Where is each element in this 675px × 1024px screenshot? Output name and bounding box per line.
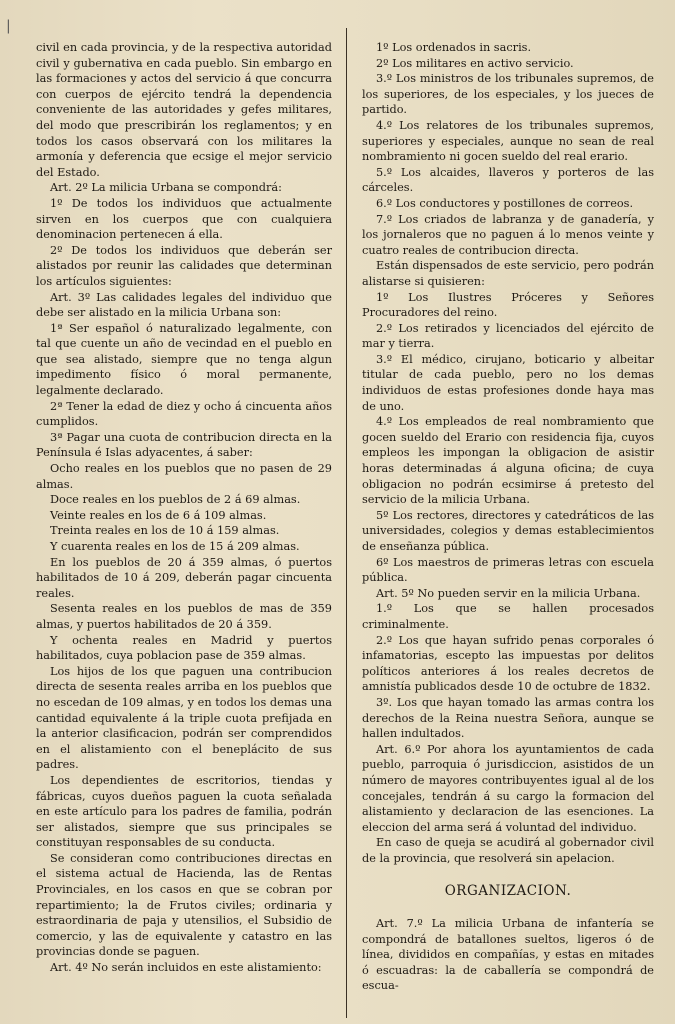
left-column: [36, 40, 332, 976]
article-6-heading: Art. 6.º Por ahora los ayuntamientos de cada pueblo, parroquia ó jurisdiccion, asistidos de un número de mayores contribuyentes igual al de los concejales, tendrán á su cargo la formacion del alistamiento y declaracion de las esenciones. La eleccion del arma será á voluntad del individuo.: [362, 742, 654, 834]
paragraph: civil en cada provincia, y de la respectiva autoridad civil y gubernativa en cada pueblo. Sin embargo en las formaciones y actos del servicio á que concurra con cuerpos de ejército tendrá la dependencia conveniente de las autoridades y gefes militares, del modo que prescribirán los reglamentos; y en todos los casos observará con los militares la armonía y deferencia que ecsige el mejor servicio del Estado.: [36, 41, 332, 179]
paragraph: 2.º Los retirados y licenciados del ejército de mar y tierra.: [362, 321, 654, 351]
paragraph: Sesenta reales en los pueblos de mas de 359 almas, y puertos habilitados de 20 á 359.: [36, 602, 332, 631]
article-2-heading: Art. 2º La milicia Urbana se compondrá:: [50, 181, 282, 195]
paragraph: 6.º Los conductores y postillones de correos.: [376, 196, 634, 210]
paragraph: 1ª Ser español ó naturalizado legalmente, con tal que cuente un año de vecindad en el pueblo en que sea alistado, siempre que no tenga algun impedimento físico ó moral permanente, legalmente declarado.: [36, 321, 332, 398]
paragraph: En caso de queja se acudirá al gobernador civil de la provincia, que resolverá sin apelacion.: [362, 836, 654, 865]
paragraph: 1º Los Ilustres Próceres y Señores Procuradores del reino.: [362, 290, 654, 320]
paragraph: Y ochenta reales en Madrid y puertos habilitados, cuya poblacion pase de 359 almas.: [36, 633, 332, 663]
paragraph: En los pueblos de 20 á 359 almas, ó puertos habilitados de 10 á 209, deberán pagar cincuenta reales.: [36, 555, 332, 600]
column-divider: [346, 28, 347, 1018]
paragraph: Están dispensados de este servicio, pero podrán alistarse si quisieren:: [362, 259, 654, 288]
article-4-heading: Art. 4º No serán incluidos en este alistamiento:: [50, 961, 322, 975]
paragraph: Treinta reales en los de 10 á 159 almas.: [50, 524, 280, 538]
paragraph: Y cuarenta reales en los de 15 á 209 almas.: [50, 540, 300, 553]
paragraph: 1.º Los que se hallen procesados criminalmente.: [362, 602, 654, 631]
article-7-heading: Art. 7.º La milicia Urbana de infantería se compondrá de batallones sueltos, ligeros ó de línea, divididos en compañías, y estas en mitades ó escuadras: la de caballería se compondrá de escua-: [362, 917, 654, 993]
paragraph: 5.º Los alcaides, llaveros y porteros de las cárceles.: [362, 165, 654, 195]
paragraph: 1º De todos los individuos que actualmente sirven en los cuerpos que con cualquiera denominacion pertenecen á ella.: [36, 196, 332, 242]
paragraph: 5º Los rectores, directores y catedráticos de las universidades, colegios y demas establecimientos de enseñanza pública.: [362, 508, 654, 553]
paragraph: 2.º Los que hayan sufrido penas corporales ó infamatorias, escepto las impuestas por delitos políticos anteriores á los reales decretos de amnistía publicados desde 10 de octubre de 1832.: [362, 633, 654, 694]
paragraph: Los hijos de los que paguen una contribucion directa de sesenta reales arriba en los pueblos que no escedan de 109 almas, y en todos los demas una cantidad equivalente á la triple cuota prefijada en la anterior clasificacion, podrán ser comprendidos en el alistamiento con el beneplácito de sus padres.: [36, 664, 332, 772]
paragraph: 2º De todos los individuos que deberán ser alistados por reunir las calidades que determinan los artículos siguientes:: [36, 243, 332, 288]
edge-mark: |: [6, 18, 11, 34]
article-3-heading: Art. 3º Las calidades legales del individuo que debe ser alistado en la milicia Urbana son:: [36, 290, 332, 320]
paragraph: 4.º Los relatores de los tribunales supremos, superiores y especiales, aunque no sean de real nombramiento ni gocen sueldo del real erario.: [362, 118, 654, 164]
paragraph: 3.º Los ministros de los tribunales supremos, de los superiores, de los especiales, y los jueces de partido.: [362, 72, 654, 117]
paragraph: 6º Los maestros de primeras letras con escuela pública.: [362, 555, 654, 585]
paragraph: 3ª Pagar una cuota de contribucion directa en la Península é Islas adyacentes, á saber:: [36, 430, 332, 460]
paragraph: 2º Los militares en activo servicio.: [376, 56, 574, 70]
paragraph: 7.º Los criados de labranza y de ganadería, y los jornaleros que no paguen á lo menos veinte y cuatro reales de contribucion directa.: [362, 212, 654, 257]
article-5-heading: Art. 5º No pueden servir en la milicia Urbana.: [376, 586, 641, 600]
paragraph: Ocho reales en los pueblos que no pasen de 29 almas.: [36, 462, 332, 491]
paragraph: Veinte reales en los de 6 á 109 almas.: [50, 508, 267, 522]
paragraph: Se consideran como contribuciones directas en el sistema actual de Hacienda, las de Rentas Provinciales, en los casos en que se cobran por repartimiento; la de Frutos civiles; ordinaria y estraordinaria de paja y utensilios, el Subsidio de comercio, y las de equivalente y catastro en las provincias donde se paguen.: [36, 851, 332, 959]
paragraph: Doce reales en los pueblos de 2 á 69 almas.: [50, 493, 301, 507]
paragraph: 1º Los ordenados in sacris.: [376, 41, 532, 54]
paragraph: 3º. Los que hayan tomado las armas contra los derechos de la Reina nuestra Señora, aunque se hallen indultados.: [362, 695, 654, 741]
paragraph: 2ª Tener la edad de diez y ocho á cincuenta años cumplidos.: [36, 399, 332, 429]
section-heading: ORGANIZACION.: [444, 883, 572, 900]
paragraph: 3.º El médico, cirujano, boticario y albeitar titular de cada pueblo, pero no los demas individuos de estas profesiones donde haya mas de uno.: [362, 352, 654, 413]
paragraph: 4.º Los empleados de real nombramiento que gocen sueldo del Erario con residencia fija, cuyos empleos les impongan la obligacion de asistir horas determinadas á alguna oficina; de cuya obligacion no podrán ecsimirse á pretesto del servicio de la milicia Urbana.: [362, 415, 654, 507]
right-column: [362, 40, 654, 994]
paragraph: Los dependientes de escritorios, tiendas y fábricas, cuyos dueños paguen la cuota señalada en este artículo para los padres de familia, podrán ser alistados, siempre que sus principales se constituyan responsables de su conducta.: [36, 773, 332, 850]
